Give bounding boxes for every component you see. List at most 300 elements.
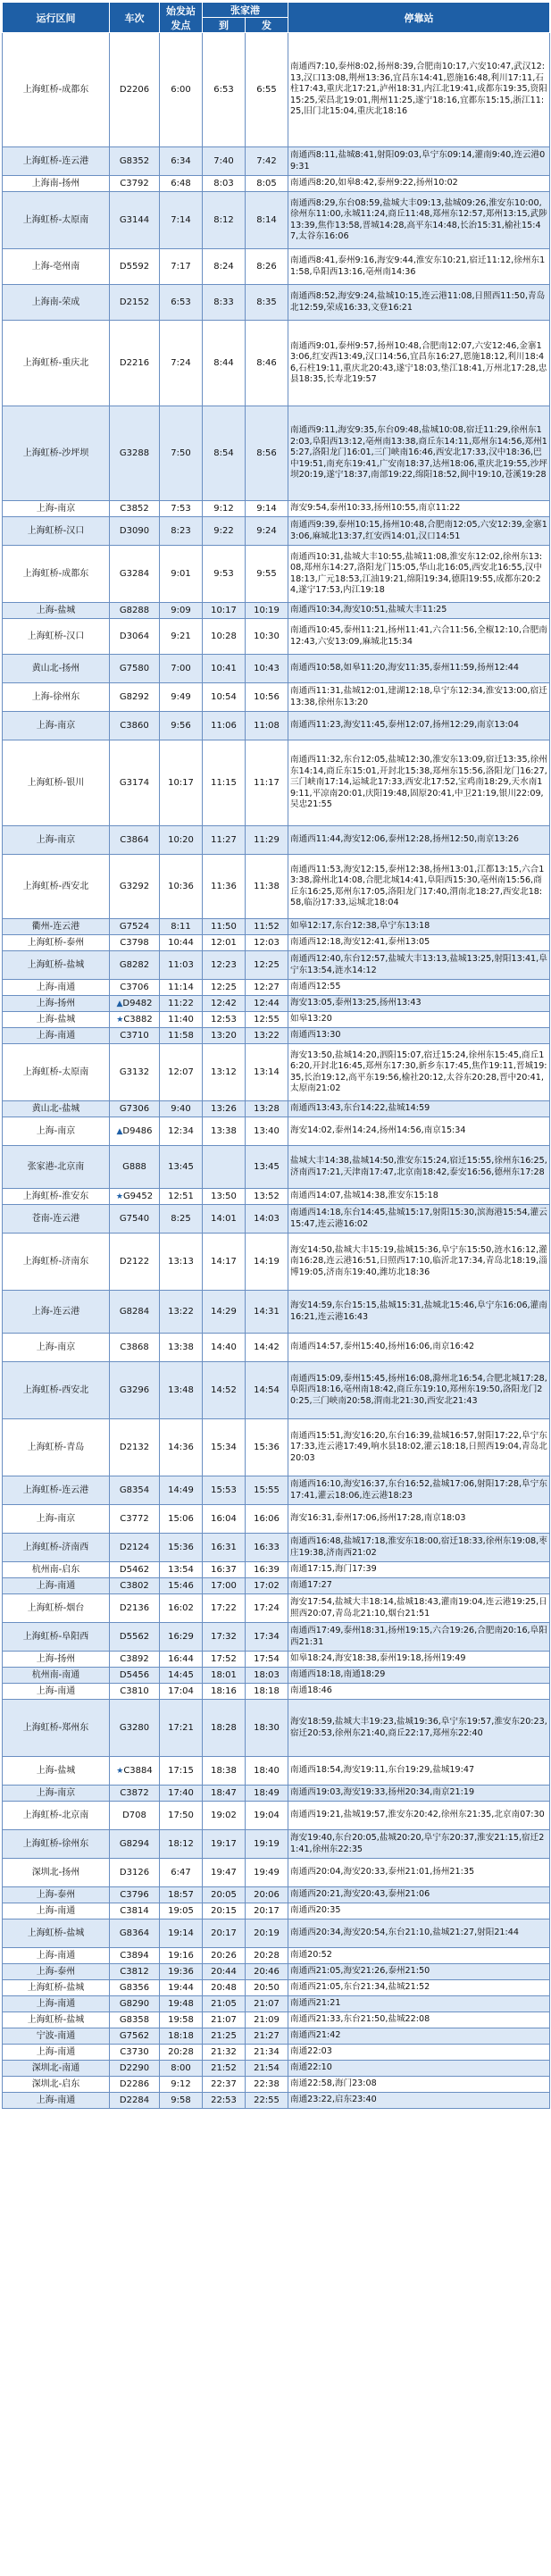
arrive-time-cell	[203, 855, 246, 919]
depart-time-cell-text: 9:12	[171, 2079, 191, 2089]
route-cell-text: 深圳北-南通	[31, 2063, 80, 2073]
train-mark-icon: ★	[115, 1192, 123, 1201]
arrive-time-cell	[203, 1594, 246, 1623]
depart-time-cell	[160, 996, 203, 1012]
header-stops: 停靠站	[288, 3, 550, 33]
stops-cell-text: 南通西8:52,海安9:24,盐城10:15,连云港11:08,日照西11:50,青岛北12:59,荣成16:33,文登16:21	[290, 291, 546, 313]
arrive-time-cell-text: 20:44	[211, 1967, 237, 1977]
leave-time-cell-text: 19:49	[254, 1868, 280, 1878]
leave-time-cell-text: 21:34	[254, 2047, 280, 2057]
route-cell-text: 上海-南通	[36, 983, 76, 992]
leave-time-cell-text: 14:54	[254, 1385, 280, 1395]
train-number-cell	[110, 2061, 160, 2077]
train-number-cell	[110, 1505, 160, 1534]
stops-cell	[288, 740, 550, 826]
stops-cell-text: 南通西8:41,泰州9:16,海安9:44,淮安东10:21,宿迁11:12,徐州东11:58,阜阳西13:16,亳州南14:36	[290, 255, 546, 277]
route-cell-text: 上海-南通	[36, 2047, 76, 2057]
stops-cell	[288, 1419, 550, 1476]
route-cell-text: 上海-扬州	[36, 1654, 76, 1664]
train-number-cell	[110, 1234, 160, 1291]
stops-cell	[288, 1652, 550, 1668]
arrive-time-cell	[203, 321, 246, 406]
arrive-time-cell	[203, 249, 246, 285]
train-number-cell	[110, 1903, 160, 1919]
leave-time-cell	[246, 1578, 288, 1594]
table-row	[3, 1476, 550, 1505]
stops-cell	[288, 1146, 550, 1189]
table-row	[3, 406, 550, 501]
stops-cell-text: 如皋13:20	[290, 1014, 332, 1025]
leave-time-cell	[246, 1757, 288, 1786]
stops-cell-text: 南通17:15,海门17:39	[290, 1564, 377, 1575]
depart-time-cell	[160, 1887, 203, 1903]
arrive-time-cell	[203, 740, 246, 826]
stops-cell-text: 南通西9:39,泰州10:15,扬州10:48,合肥南12:05,六安12:39,金寨13:06,麻城北13:37,红安西14:01,汉口14:51	[290, 520, 547, 541]
stops-cell-text: 南通西17:49,泰州18:31,扬州19:15,六合19:26,合肥南20:16,阜阳西21:31	[290, 1626, 547, 1647]
train-number-cell	[110, 951, 160, 980]
depart-time-cell	[160, 1291, 203, 1334]
train-number-cell	[110, 1534, 160, 1562]
stops-cell-text: 南通西16:48,盐城17:18,淮安东18:00,宿迁18:33,徐州东19:08,枣庄19:38,济南西21:02	[290, 1536, 547, 1558]
leave-time-cell-text: 18:40	[254, 1766, 280, 1776]
depart-time-cell	[160, 1146, 203, 1189]
depart-time-cell	[160, 1562, 203, 1578]
route-cell	[3, 517, 110, 546]
route-cell-text: 上海-南通	[36, 1031, 76, 1041]
stops-cell	[288, 1757, 550, 1786]
train-number-cell-text: C3706	[120, 983, 149, 992]
route-cell-text: 上海虹桥-连云港	[22, 1485, 89, 1495]
leave-time-cell-text: 13:52	[254, 1192, 280, 1201]
arrive-time-cell	[203, 1802, 246, 1830]
route-cell-text: 张家港-北京南	[27, 1162, 85, 1172]
arrive-time-cell	[203, 1964, 246, 1980]
route-cell-text: 上海虹桥-泰州	[27, 938, 85, 948]
stops-cell	[288, 603, 550, 619]
route-cell-text: 上海虹桥-西安北	[22, 1385, 89, 1395]
train-number-cell-text: D3064	[119, 631, 150, 641]
train-number-cell-text: G8358	[119, 2015, 150, 2025]
train-number-cell	[110, 321, 160, 406]
depart-time-cell	[160, 1623, 203, 1652]
leave-time-cell-text: 19:19	[254, 1839, 280, 1849]
stops-cell-text: 如皋18:24,海安18:38,泰州19:18,扬州19:49	[290, 1653, 466, 1664]
leave-time-cell-text: 17:34	[254, 1632, 280, 1642]
route-cell-text: 上海虹桥-淮安东	[22, 1192, 89, 1201]
depart-time-cell-text: 10:44	[168, 938, 194, 948]
leave-time-cell	[246, 1996, 288, 2012]
stops-cell	[288, 517, 550, 546]
leave-time-cell	[246, 1044, 288, 1101]
train-number-cell	[110, 655, 160, 683]
depart-time-cell-text: 6:47	[171, 1868, 191, 1878]
route-cell-text: 上海虹桥-徐州东	[22, 1839, 89, 1849]
depart-time-cell	[160, 1802, 203, 1830]
train-number-cell	[110, 1189, 160, 1205]
table-row	[3, 1786, 550, 1802]
depart-time-cell	[160, 1205, 203, 1234]
depart-time-cell-text: 13:13	[168, 1257, 194, 1267]
route-cell-text: 上海-泰州	[36, 1967, 76, 1977]
depart-time-cell	[160, 1362, 203, 1419]
arrive-time-cell	[203, 285, 246, 321]
stops-cell-text: 南通西14:57,泰州15:40,扬州16:06,南京16:42	[290, 1342, 475, 1352]
leave-time-cell	[246, 1117, 288, 1146]
depart-time-cell	[160, 951, 203, 980]
route-cell	[3, 249, 110, 285]
depart-time-cell	[160, 1830, 203, 1859]
arrive-time-cell	[203, 1700, 246, 1757]
leave-time-cell-text: 14:19	[254, 1257, 280, 1267]
stops-cell-text: 南通西20:34,海安20:54,东台21:10,盐城21:27,射阳21:44	[290, 1928, 519, 1938]
route-cell	[3, 1534, 110, 1562]
stops-cell-text: 南通西16:10,海安16:37,东台16:52,盐城17:06,射阳17:28,阜宁东17:41,灌云18:06,连云港18:23	[290, 1479, 547, 1501]
stops-cell	[288, 1578, 550, 1594]
depart-time-cell-text: 9:01	[171, 569, 191, 579]
arrive-time-cell-text: 18:47	[211, 1788, 237, 1798]
train-number-cell-text: C3812	[120, 1967, 149, 1977]
train-number-cell	[110, 2077, 160, 2093]
train-number-cell	[110, 826, 160, 855]
depart-time-cell	[160, 826, 203, 855]
stops-cell-text: 南通西21:21	[290, 1998, 341, 2009]
stops-cell-text: 如皋12:17,东台12:38,阜宁东13:18	[290, 921, 430, 932]
train-mark-icon: ▲	[116, 999, 123, 1008]
route-cell-text: 上海-南京	[36, 1514, 76, 1524]
depart-time-cell-text: 17:40	[168, 1788, 194, 1798]
stops-cell	[288, 1964, 550, 1980]
route-cell	[3, 1419, 110, 1476]
leave-time-cell-text: 11:17	[254, 778, 280, 788]
stops-cell	[288, 501, 550, 517]
train-number-cell-text: D2216	[119, 358, 150, 368]
depart-time-cell-text: 17:50	[168, 1811, 194, 1820]
arrive-time-cell-text: 16:04	[211, 1514, 237, 1524]
stops-cell	[288, 2012, 550, 2028]
train-number-cell-text: D5592	[119, 262, 150, 272]
train-number-cell-text: G3284	[119, 569, 150, 579]
train-number-cell	[110, 1652, 160, 1668]
train-number-cell-text: C3884	[123, 1765, 153, 1776]
stops-cell	[288, 919, 550, 935]
route-cell	[3, 1830, 110, 1859]
route-cell-text: 上海虹桥-太原南	[22, 215, 89, 225]
leave-time-cell-text: 9:14	[256, 504, 277, 514]
train-number-cell-text: C3796	[120, 1890, 149, 1900]
route-cell-text: 上海虹桥-盐城	[27, 2015, 85, 2025]
table-row	[3, 1859, 550, 1887]
depart-time-cell	[160, 517, 203, 546]
arrive-time-cell-text: 21:32	[211, 2047, 237, 2057]
train-number-cell-text: C3868	[120, 1342, 149, 1352]
table-row	[3, 2012, 550, 2028]
arrive-time-cell	[203, 1903, 246, 1919]
route-cell	[3, 1234, 110, 1291]
stops-cell-text: 南通西19:03,海安19:33,扬州20:34,南京21:19	[290, 1787, 475, 1798]
depart-time-cell	[160, 2077, 203, 2093]
train-number-cell-text: G3174	[119, 778, 150, 788]
table-row	[3, 826, 550, 855]
stops-cell-text: 南通西14:18,东台14:45,盐城15:17,射阳15:30,滨海港15:54,灌云15:47,连云港16:02	[290, 1208, 547, 1229]
route-cell	[3, 1980, 110, 1996]
leave-time-cell	[246, 1562, 288, 1578]
stops-cell	[288, 1830, 550, 1859]
leave-time-cell-text: 12:27	[254, 983, 280, 992]
depart-time-cell	[160, 935, 203, 951]
depart-time-cell-text: 11:03	[168, 960, 194, 970]
train-number-cell	[110, 1623, 160, 1652]
train-number-cell-text: G9452	[122, 1191, 154, 1201]
route-cell-text: 衢州-连云港	[31, 922, 80, 932]
table-row	[3, 1234, 550, 1291]
stops-cell	[288, 1980, 550, 1996]
train-number-cell-text: D5562	[119, 1632, 150, 1642]
route-cell	[3, 1700, 110, 1757]
depart-time-cell-text: 19:16	[168, 1951, 194, 1961]
table-row	[3, 1012, 550, 1028]
leave-time-cell-text: 18:49	[254, 1788, 280, 1798]
stops-cell-text: 南通西18:54,海安19:11,东台19:29,盐城19:47	[290, 1765, 475, 1776]
depart-time-cell	[160, 1505, 203, 1534]
leave-time-cell-text: 20:19	[254, 1928, 280, 1938]
leave-time-cell-text: 8:05	[256, 179, 277, 188]
train-number-cell-text: D2152	[119, 297, 150, 307]
route-cell-text: 上海-南通	[36, 1906, 76, 1916]
arrive-time-cell-text: 20:48	[211, 1983, 237, 1993]
stops-cell-text: 海安14:02,泰州14:24,扬州14:56,南京15:34	[290, 1125, 466, 1136]
train-number-cell-text: G8354	[119, 1485, 150, 1495]
depart-time-cell-text: 11:40	[168, 1015, 194, 1025]
stops-cell	[288, 1028, 550, 1044]
table-row	[3, 655, 550, 683]
route-cell	[3, 1948, 110, 1964]
arrive-time-cell-text: 17:52	[211, 1654, 237, 1664]
route-cell-text: 上海虹桥-太原南	[22, 1067, 89, 1077]
arrive-time-cell-text: 13:38	[211, 1126, 237, 1136]
depart-time-cell	[160, 1419, 203, 1476]
leave-time-cell	[246, 1859, 288, 1887]
route-cell-text: 上海-南通	[36, 1581, 76, 1591]
route-cell-text: 上海-盐城	[36, 1015, 76, 1025]
train-number-cell	[110, 1964, 160, 1980]
stops-cell-text: 南通西9:01,泰州9:57,扬州10:48,合肥南12:07,六安12:46,金寨13:06,红安西13:49,汉口14:56,宜昌东16:27,恩施18:12,利川18:46,石柱19:11,重庆北20:43,遂宁18:03,垫江18:41,万州北17:28,忠县18:35,长寿北19:57	[290, 340, 547, 384]
route-cell-text: 上海虹桥-西安北	[22, 882, 89, 891]
stops-cell-text: 南通23:22,启东23:40	[290, 2095, 377, 2105]
stops-cell	[288, 996, 550, 1012]
leave-time-cell-text: 11:29	[254, 835, 280, 845]
arrive-time-cell-text: 8:24	[213, 262, 234, 272]
depart-time-cell-text: 6:48	[171, 179, 191, 188]
table-row	[3, 33, 550, 147]
leave-time-cell-text: 20:28	[254, 1951, 280, 1961]
arrive-time-cell-text: 21:25	[211, 2031, 237, 2041]
leave-time-cell-text: 20:50	[254, 1983, 280, 1993]
route-cell	[3, 1362, 110, 1419]
arrive-time-cell-text: 20:17	[211, 1928, 237, 1938]
arrive-time-cell-text: 6:53	[213, 85, 234, 95]
arrive-time-cell-text: 17:32	[211, 1632, 237, 1642]
stops-cell	[288, 2045, 550, 2061]
train-number-cell	[110, 285, 160, 321]
train-number-cell-text: C3872	[120, 1788, 149, 1798]
leave-time-cell-text: 16:06	[254, 1514, 280, 1524]
table-row	[3, 1830, 550, 1859]
train-mark-icon: ★	[116, 1015, 124, 1025]
train-number-cell-text: G8352	[119, 156, 150, 166]
route-cell-text: 上海虹桥-盐城	[27, 1928, 85, 1938]
train-number-cell-text: D2206	[119, 85, 150, 95]
leave-time-cell-text: 14:03	[254, 1214, 280, 1224]
stops-cell-text: 海安13:50,盐城14:20,泗阳15:07,宿迁15:24,徐州东15:45,商丘16:20,开封北16:45,郑州东17:30,新乡东17:45,焦作19:11,晋城19:35,长治19:12,高平东19:56,榆社20:12,太谷东20:28,晋中20:41,太原南21:02	[290, 1050, 547, 1093]
table-row	[3, 1948, 550, 1964]
stops-cell-text: 海安14:50,盐城大丰15:19,盐城15:36,阜宁东15:50,涟水16:12,灌南16:28,连云港16:51,日照西17:10,临沂北17:34,青岛北18:19,淄博19:05,济南东19:40,潍坊北18:36	[290, 1244, 547, 1277]
table-row	[3, 1903, 550, 1919]
stops-cell	[288, 1234, 550, 1291]
train-number-cell-text: G8290	[119, 1999, 150, 2009]
arrive-time-cell-text: 22:53	[211, 2095, 237, 2105]
depart-time-cell	[160, 1334, 203, 1362]
depart-time-cell	[160, 147, 203, 176]
arrive-time-cell-text: 22:37	[211, 2079, 237, 2089]
route-cell	[3, 1205, 110, 1234]
arrive-time-cell	[203, 951, 246, 980]
arrive-time-cell	[203, 1476, 246, 1505]
leave-time-cell	[246, 1334, 288, 1362]
train-number-cell	[110, 1334, 160, 1362]
route-cell-text: 上海虹桥-银川	[27, 778, 85, 788]
train-number-cell	[110, 1594, 160, 1623]
train-number-cell-text: G7580	[119, 664, 150, 673]
arrive-time-cell	[203, 826, 246, 855]
arrive-time-cell	[203, 1028, 246, 1044]
depart-time-cell	[160, 1189, 203, 1205]
train-number-cell	[110, 2045, 160, 2061]
stops-cell-text: 南通西21:33,东台21:50,盐城22:08	[290, 2014, 430, 2025]
depart-time-cell	[160, 1948, 203, 1964]
route-cell-text: 上海虹桥-阜阳西	[22, 1632, 89, 1642]
arrive-time-cell	[203, 1534, 246, 1562]
arrive-time-cell-text: 21:52	[211, 2063, 237, 2073]
arrive-time-cell-text: 12:53	[211, 1015, 237, 1025]
table-row	[3, 980, 550, 996]
depart-time-cell-text: 11:58	[168, 1031, 194, 1041]
train-number-cell	[110, 249, 160, 285]
train-number-cell-text: G3132	[119, 1067, 150, 1077]
leave-time-cell-text: 16:39	[254, 1565, 280, 1575]
train-number-cell	[110, 1668, 160, 1684]
arrive-time-cell	[203, 2028, 246, 2045]
route-cell-text: 上海虹桥-重庆北	[22, 358, 89, 368]
table-row	[3, 1101, 550, 1117]
leave-time-cell-text: 11:52	[254, 922, 280, 932]
depart-time-cell-text: 13:45	[168, 1162, 194, 1172]
table-row	[3, 192, 550, 249]
train-number-cell-text: G8364	[119, 1928, 150, 1938]
arrive-time-cell	[203, 1012, 246, 1028]
arrive-time-cell-text: 19:47	[211, 1868, 237, 1878]
table-row	[3, 1562, 550, 1578]
train-number-cell	[110, 740, 160, 826]
table-row	[3, 147, 550, 176]
arrive-time-cell-text: 19:02	[211, 1811, 237, 1820]
route-cell	[3, 1189, 110, 1205]
leave-time-cell	[246, 249, 288, 285]
route-cell	[3, 826, 110, 855]
route-cell	[3, 1505, 110, 1534]
depart-time-cell	[160, 712, 203, 740]
route-cell-text: 上海-盐城	[36, 1766, 76, 1776]
train-number-cell	[110, 1684, 160, 1700]
depart-time-cell-text: 18:12	[168, 1839, 194, 1849]
train-number-cell-text: C3710	[120, 1031, 149, 1041]
depart-time-cell	[160, 1101, 203, 1117]
stops-cell	[288, 249, 550, 285]
depart-time-cell	[160, 1757, 203, 1786]
depart-time-cell-text: 18:18	[168, 2031, 194, 2041]
leave-time-cell	[246, 1101, 288, 1117]
header-train: 车次	[110, 3, 160, 33]
route-cell-text: 上海-南京	[36, 504, 76, 514]
stops-cell-text: 南通西20:21,海安20:43,泰州21:06	[290, 1889, 430, 1900]
depart-time-cell	[160, 546, 203, 603]
table-row	[3, 919, 550, 935]
route-cell-text: 上海-泰州	[36, 1890, 76, 1900]
stops-cell	[288, 1362, 550, 1419]
stops-cell	[288, 176, 550, 192]
route-cell	[3, 1578, 110, 1594]
depart-time-cell-text: 9:09	[171, 606, 191, 615]
leave-time-cell	[246, 1234, 288, 1291]
depart-time-cell	[160, 2061, 203, 2077]
stops-cell-text: 南通22:03	[290, 2046, 332, 2057]
stops-cell	[288, 1700, 550, 1757]
leave-time-cell	[246, 1980, 288, 1996]
train-number-cell-text: C3892	[120, 1654, 149, 1664]
route-cell-text: 上海-徐州东	[31, 692, 80, 702]
leave-time-cell	[246, 683, 288, 712]
table-row	[3, 1334, 550, 1362]
leave-time-cell	[246, 1362, 288, 1419]
stops-cell	[288, 826, 550, 855]
depart-time-cell-text: 19:44	[168, 1983, 194, 1993]
leave-time-cell-text: 22:38	[254, 2079, 280, 2089]
arrive-time-cell	[203, 980, 246, 996]
leave-time-cell	[246, 321, 288, 406]
arrive-time-cell-text: 11:27	[211, 835, 237, 845]
stops-cell	[288, 855, 550, 919]
leave-time-cell-text: 16:33	[254, 1543, 280, 1552]
table-row	[3, 517, 550, 546]
route-cell	[3, 919, 110, 935]
train-number-cell-text: D2124	[119, 1543, 150, 1552]
arrive-time-cell	[203, 1562, 246, 1578]
arrive-time-cell	[203, 1189, 246, 1205]
leave-time-cell	[246, 1919, 288, 1948]
stops-cell	[288, 951, 550, 980]
depart-time-cell-text: 9:58	[171, 2095, 191, 2105]
train-number-cell	[110, 935, 160, 951]
route-cell	[3, 1012, 110, 1028]
arrive-time-cell	[203, 1980, 246, 1996]
train-number-cell-text: G7306	[119, 1104, 150, 1114]
stops-cell-text: 南通西12:55	[290, 982, 341, 992]
depart-time-cell	[160, 1012, 203, 1028]
stops-cell-text: 南通西8:29,东台08:59,盐城大丰09:13,盐城09:26,淮安东10:00,徐州东11:00,永城11:24,商丘11:48,郑州东12:57,郑州13:15,武陟13:39,焦作13:58,晋城14:28,高平东14:48,长治15:31,榆社15:47,太谷东16:06	[290, 197, 547, 241]
depart-time-cell	[160, 33, 203, 147]
route-cell	[3, 2061, 110, 2077]
train-number-cell	[110, 1101, 160, 1117]
arrive-time-cell-text: 14:01	[211, 1214, 237, 1224]
